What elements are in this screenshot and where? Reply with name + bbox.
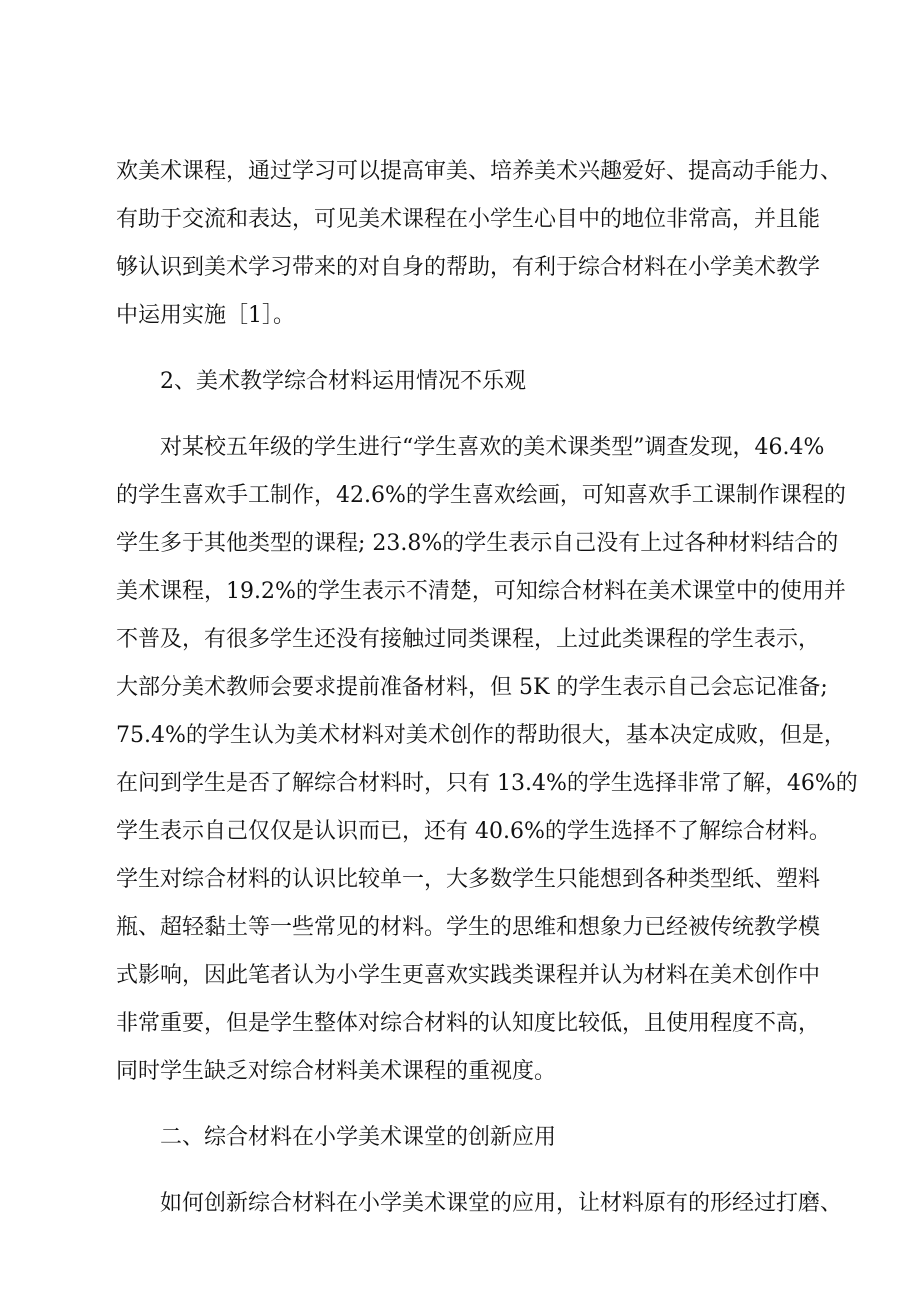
paragraph-2-line-12: 式影响，因此笔者认为小学生更喜欢实践类课程并认为材料在美术创作中 [116,963,821,988]
paragraph-1-line-2: 有助于交流和表达，可见美术课程在小学生心目中的地位非常高，并且能 [116,207,821,232]
paragraph-2-line-11: 瓶、超轻黏土等一些常见的材料。学生的思维和想象力已经被传统教学模 [116,915,821,940]
paragraph-2-line-1: 对某校五年级的学生进行“学生喜欢的美术课类型”调查发现，46.4% [160,435,825,460]
paragraph-2-line-8: 在问到学生是否了解综合材料时，只有 13.4%的学生选择非常了解，46%的 [116,771,858,796]
paragraph-2-line-4: 美术课程，19.2%的学生表示不清楚，可知综合材料在美术课堂中的使用并 [116,579,846,604]
paragraph-2-line-7: 75.4%的学生认为美术材料对美术创作的帮助很大，基本决定成败，但是， [116,723,846,748]
paragraph-1-line-3: 够认识到美术学习带来的对自身的帮助，有利于综合材料在小学美术教学 [116,255,821,280]
paragraph-2-line-14: 同时学生缺乏对综合材料美术课程的重视度。 [116,1059,557,1084]
paragraph-2-line-2: 的学生喜欢手工制作，42.6%的学生喜欢绘画，可知喜欢手工课制作课程的 [116,483,846,508]
paragraph-2-line-9: 学生表示自己仅仅是认识而已，还有 40.6%的学生选择不了解综合材料。 [116,819,831,844]
paragraph-1-line-4: 中运用实施［1］。 [116,303,295,328]
paragraph-2-line-13: 非常重要，但是学生整体对综合材料的认知度比较低，且使用程度不高， [116,1011,821,1036]
paragraph-2-line-10: 学生对综合材料的认识比较单一，大多数学生只能想到各种类型纸、塑料 [116,867,821,892]
paragraph-2-line-5: 不普及，有很多学生还没有接触过同类课程，上过此类课程的学生表示， [116,627,821,652]
paragraph-2-line-6: 大部分美术教师会要求提前准备材料，但 5K 的学生表示自己会忘记准备; [116,675,828,700]
section-heading-two: 二、综合材料在小学美术课堂的创新应用 [160,1125,557,1150]
paragraph-3-line-1: 如何创新综合材料在小学美术课堂的应用，让材料原有的形经过打磨、 [160,1191,843,1216]
paragraph-2-line-3: 学生多于其他类型的课程; 23.8%的学生表示自己没有上过各种材料结合的 [116,531,839,556]
paragraph-1-line-1: 欢美术课程，通过学习可以提高审美、培养美术兴趣爱好、提高动手能力、 [116,159,843,184]
section-heading-2: 2、美术教学综合材料运用情况不乐观 [160,369,526,394]
